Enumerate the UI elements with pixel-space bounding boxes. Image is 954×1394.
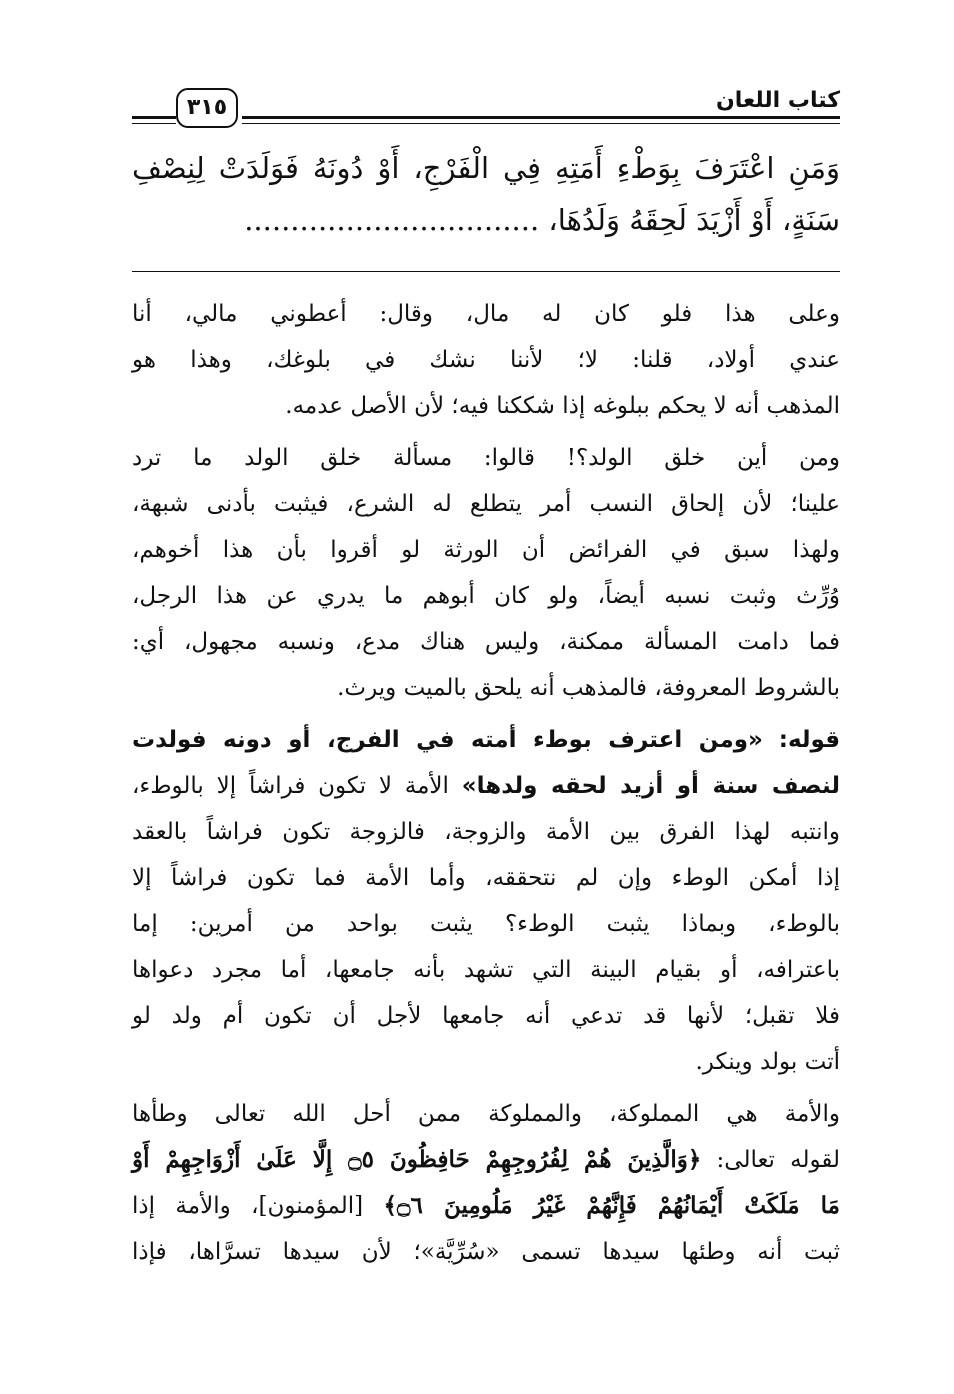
paragraph-1 bbox=[132, 291, 840, 429]
text-line: فلا تقبل؛ لأنها قد تدعي أنه جامعها لأجل أن تكون أم ولد لو bbox=[132, 1003, 840, 1029]
book-title: كتاب اللعان bbox=[715, 88, 840, 113]
text-line: وعلى هذا فلو كان له مال، وقال: أعطوني مالي، أنا bbox=[132, 301, 840, 327]
text-line: وانتبه لهذا الفرق بين الأمة والزوجة، فالزوجة تكون فراشاً بالعقد bbox=[132, 819, 840, 845]
text-line: وُرِّث وثبت نسبه أيضاً، ولو كان أبوهم ما يدري عن هذا الرجل، bbox=[132, 583, 840, 609]
text-line: فما دامت المسألة ممكنة، وليس هناك مدع، ونسبه مجهول، أي: bbox=[132, 629, 840, 655]
header-rule-bottom bbox=[242, 123, 840, 124]
text-line bbox=[132, 1183, 840, 1229]
text-line bbox=[132, 717, 840, 763]
text-line: إذا أمكن الوطء وإن لم نتحققه، وأما الأمة فما تكون فراشاً إلا bbox=[132, 865, 840, 891]
text-line: بالشروط المعروفة، فالمذهب أنه يلحق بالميت ويرث. bbox=[337, 675, 840, 701]
matn-separator-rule bbox=[132, 271, 840, 272]
text-span: الأمة لا تكون فراشاً إلا بالوطء، bbox=[132, 773, 449, 799]
text-line: ولهذا سبق في الفرائض أن الورثة لو أقروا بأن هذا أخوهم، bbox=[132, 537, 840, 563]
text-line: باعترافه، أو بقيام البينة التي تشهد بأنه جامعها، أما مجرد دعواها bbox=[132, 957, 840, 983]
text-line: بالوطء، وبماذا يثبت الوطء؟ يثبت بواحد من أمرين: إما bbox=[132, 911, 840, 937]
header-rule-left-bottom bbox=[132, 123, 176, 124]
text-line bbox=[132, 1137, 840, 1183]
running-header bbox=[132, 84, 840, 132]
text-span: [المؤمنون]، والأمة إذا bbox=[132, 1193, 364, 1219]
page-number: ٣١٥ bbox=[176, 88, 238, 128]
paragraph-3 bbox=[132, 717, 840, 1085]
text-line: ثبت أنه وطئها سيدها تسمى «سُرِّيَّة»؛ لأن سيدها تسرَّاها، فإذا bbox=[132, 1239, 840, 1265]
matn-line: سَنَةٍ، أَوْ أَزْيَدَ لَحِقَهُ وَلَدُهَا، ................................ bbox=[244, 203, 840, 237]
text-line: علينا؛ لأن إلحاق النسب أمر يتطلع له الشرع، فيثبت بأدنى شبهة، bbox=[132, 491, 840, 517]
paragraph-4 bbox=[132, 1091, 840, 1275]
paragraph-2 bbox=[132, 435, 840, 711]
quran-verse: مَا مَلَكَتْ أَيْمَانُهُمْ فَإِنَّهُمْ غَيْرُ مَلُومِينَ ۝٦﴾ bbox=[383, 1192, 841, 1219]
matn-line: وَمَنِ اعْتَرَفَ بِوَطْءِ أَمَتِهِ فِي الْفَرْجِ، أَوْ دُونَهُ فَوَلَدَتْ لِنِصْفِ bbox=[132, 151, 840, 185]
matn-quote: لنصف سنة أو أزيد لحقه ولدها» bbox=[461, 773, 840, 799]
commentary bbox=[132, 291, 840, 1275]
header-rule-left-top bbox=[132, 116, 176, 119]
text-line bbox=[132, 763, 840, 809]
lead-word: قوله: bbox=[778, 727, 841, 753]
text-line: المذهب أنه لا يحكم ببلوغه إذا شككنا فيه؛ لأن الأصل عدمه. bbox=[285, 393, 840, 419]
text-line: عندي أولاد، قلنا: لا؛ لأننا نشك في بلوغك، وهذا هو bbox=[132, 347, 840, 373]
matn-text bbox=[132, 142, 840, 246]
header-rule-top bbox=[242, 116, 840, 119]
quran-verse: ﴿وَالَّذِينَ هُمْ لِفُرُوجِهِمْ حَافِظُونَ ۝٥ إِلَّا عَلَىٰ أَزْوَاجِهِمْ أَوْ bbox=[132, 1146, 702, 1173]
text-line: والأمة هي المملوكة، والمملوكة ممن أحل الله تعالى وطأها bbox=[132, 1101, 840, 1127]
text-line: ومن أين خلق الولد؟! قالوا: مسألة خلق الولد ما ترد bbox=[132, 445, 840, 471]
matn-quote: «ومن اعترف بوطء أمته في الفرج، أو دونه فولدت bbox=[132, 727, 763, 753]
text-line: أتت بولد وينكر. bbox=[695, 1049, 840, 1075]
text-span: لقوله تعالى: bbox=[716, 1147, 841, 1173]
